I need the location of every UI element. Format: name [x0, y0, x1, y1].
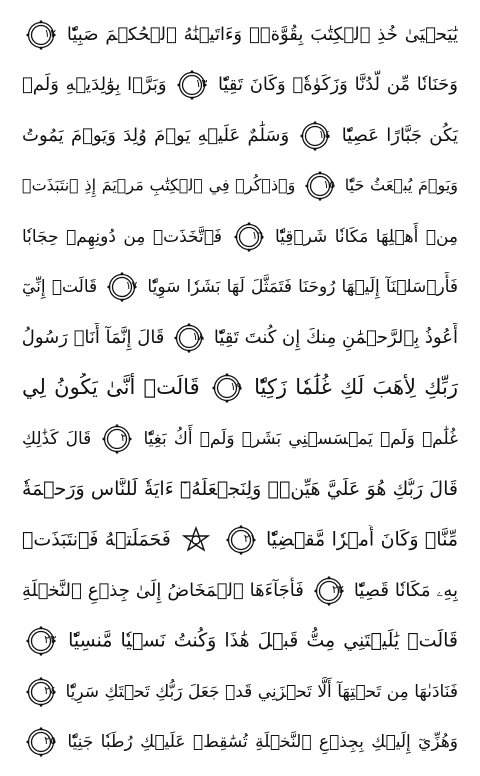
ayah-number: ١٥ [323, 178, 336, 192]
text-line [22, 263, 458, 314]
text-line [22, 616, 458, 667]
text-line [22, 515, 458, 566]
line-text [22, 373, 458, 403]
line-text [22, 424, 458, 454]
ayah-number: ١٣ [195, 77, 208, 91]
verse-text: وَٱذۡكُرۡ فِي ٱلۡكِتَٰبِ مَرۡيَمَ إِذِ ٱنتَبَذَتۡ [22, 175, 296, 195]
ayah-number-marker [177, 70, 207, 100]
verse-text: وَيَوۡمَ يُبۡعَثُ حَيّٗا [344, 175, 458, 195]
ayah-number: ١٧ [125, 279, 138, 293]
ayah-number-marker [226, 525, 256, 555]
ayah-number: ٢٠ [120, 431, 133, 445]
text-line [22, 10, 458, 61]
ayah-number: ١٦ [251, 228, 264, 242]
ayah-number-marker [26, 626, 56, 656]
ayah-number-marker [300, 121, 330, 151]
ayah-number: ١٤ [318, 127, 331, 141]
verse-text: مِنۡ أَهۡلِهَا مَكَانٗا شَرۡقِيّٗا [274, 226, 458, 247]
ayah-number-marker [107, 272, 137, 302]
text-line [22, 364, 458, 415]
text-line [22, 61, 458, 112]
verse-text: قَالَ إِنَّمَآ أَنَا۠ رَسُولُ [22, 326, 165, 348]
line-text [22, 20, 458, 50]
verse-text: وَبَرَّۢا بِوَٰلِدَيۡهِ وَلَمۡ [22, 74, 167, 96]
text-line [22, 566, 458, 617]
ayah-number-marker [305, 171, 335, 201]
verse-text: وَحَنَانٗا مِّن لَّدُنَّا وَزَكَوٰةٗۖ وَكَانَ تَقِيّٗا [217, 74, 458, 96]
verse-text: بِهِۦ مَكَانٗا قَصِيّٗا [353, 579, 458, 601]
line-text [22, 171, 458, 201]
verse-text: قَالَتۡ يَٰلَيۡتَنِي مِتُّ قَبۡلَ هَٰذَا وَكُنتُ نَسۡيٗا مَّنسِيّٗا [68, 629, 458, 652]
verse-text: وَسَلَٰمٌ عَلَيۡهِ يَوۡمَ وُلِدَ وَيَوۡمَ يَمُوتُ [22, 124, 290, 146]
ayah-number: ٢٣ [44, 633, 56, 647]
line-text [22, 576, 458, 606]
verse-text: فَٱتَّخَذَتۡ مِن دُونِهِمۡ حِجَابٗا [22, 226, 223, 247]
line-text [22, 525, 458, 555]
verse-text: رَبِّكِ لِأَهَبَ لَكِ غُلَٰمٗا زَكِيّٗا [254, 375, 458, 400]
verse-text: فَأَرۡسَلۡنَآ إِلَيۡهَا رُوحَنَا فَتَمَثَّلَ لَهَا بَشَرٗا سَوِيّٗا [147, 277, 458, 298]
ayah-number: ١٨ [192, 329, 205, 343]
verse-text: وَهُزِّيٓ إِلَيۡكِ بِجِذۡعِ ٱلنَّخۡلَةِ تُسَٰقِطۡ عَلَيۡكِ رُطَبٗا جَنِيّٗا [67, 732, 458, 753]
text-line [22, 717, 458, 768]
text-line [22, 162, 458, 213]
ayah-number: ٢٥ [44, 734, 56, 748]
ayah-number-marker [234, 222, 264, 252]
ayah-number: ١٩ [230, 380, 242, 394]
ayah-number: ٢٤ [44, 683, 56, 697]
line-text [22, 121, 458, 151]
line-text [22, 70, 458, 100]
line-text [22, 677, 458, 707]
verse-text: يَكُن جَبَّارًا عَصِيّٗا [341, 124, 458, 146]
ayah-number-marker [26, 727, 56, 757]
text-line [22, 414, 458, 465]
verse-text: فَنَادَىٰهَا مِن تَحۡتِهَآ أَلَّا تَحۡزَنِي قَدۡ جَعَلَ رَبُّكِ تَحۡتَكِ سَرِيّٗا [65, 681, 458, 702]
ayah-number: ١٢ [44, 26, 56, 40]
text-line [22, 465, 458, 516]
ayah-number-marker [212, 373, 242, 403]
ayah-number-marker [314, 576, 344, 606]
line-text [22, 727, 458, 757]
line-text [22, 222, 458, 252]
verse-text: فَحَمَلَتۡهُ فَٱنتَبَذَتۡ [22, 528, 171, 551]
verse-text: أَعُوذُ بِٱلرَّحۡمَٰنِ مِنكَ إِن كُنتَ تَقِيّٗا [213, 326, 458, 348]
verse-text: قَالَ كَذَٰلِكِ [22, 429, 92, 450]
ayah-number-marker [102, 424, 132, 454]
line-text [22, 323, 458, 353]
verse-text: قَالَتۡ إِنِّيٓ [22, 277, 98, 298]
verse-text: قَالَ رَبُّكِ هُوَ عَلَيَّ هَيِّنٞۖ وَلِنَجۡعَلَهُۥٓ ءَايَةٗ لِّلنَّاسِ وَرَحۡمَةٗ [22, 478, 458, 501]
ayah-number: ٢١ [243, 532, 256, 546]
ayah-number-marker [26, 677, 56, 707]
line-text [22, 272, 458, 302]
verse-text: غُلَٰمٞ وَلَمۡ يَمۡسَسۡنِي بَشَرٞ وَلَمۡ أَكُ بَغِيّٗا [143, 429, 458, 450]
verse-text: يَٰيَحۡيَىٰ خُذِ ٱلۡكِتَٰبَ بِقُوَّةٖۖ وَءَاتَيۡنَٰهُ ٱلۡحُكۡمَ صَبِيّٗا [66, 23, 458, 45]
text-line [22, 313, 458, 364]
line-text [22, 626, 458, 656]
ayah-number-marker [174, 323, 204, 353]
text-line [22, 212, 458, 263]
line-text [22, 478, 458, 501]
text-line [22, 111, 458, 162]
verse-text: فَأَجَآءَهَا ٱلۡمَخَاضُ إِلَىٰ جِذۡعِ ٱلنَّخۡلَةِ [22, 579, 304, 601]
ayah-number: ٢٢ [331, 582, 344, 596]
verse-text: مِّنَّاۚ وَكَانَ أَمۡرٗا مَّقۡضِيّٗا [266, 528, 458, 551]
text-line [22, 667, 458, 718]
ayah-number-marker [26, 20, 56, 50]
verse-text: قَالَتۡ أَنَّىٰ يَكُونُ لِي [22, 375, 200, 400]
hizb-star-icon [181, 525, 211, 555]
